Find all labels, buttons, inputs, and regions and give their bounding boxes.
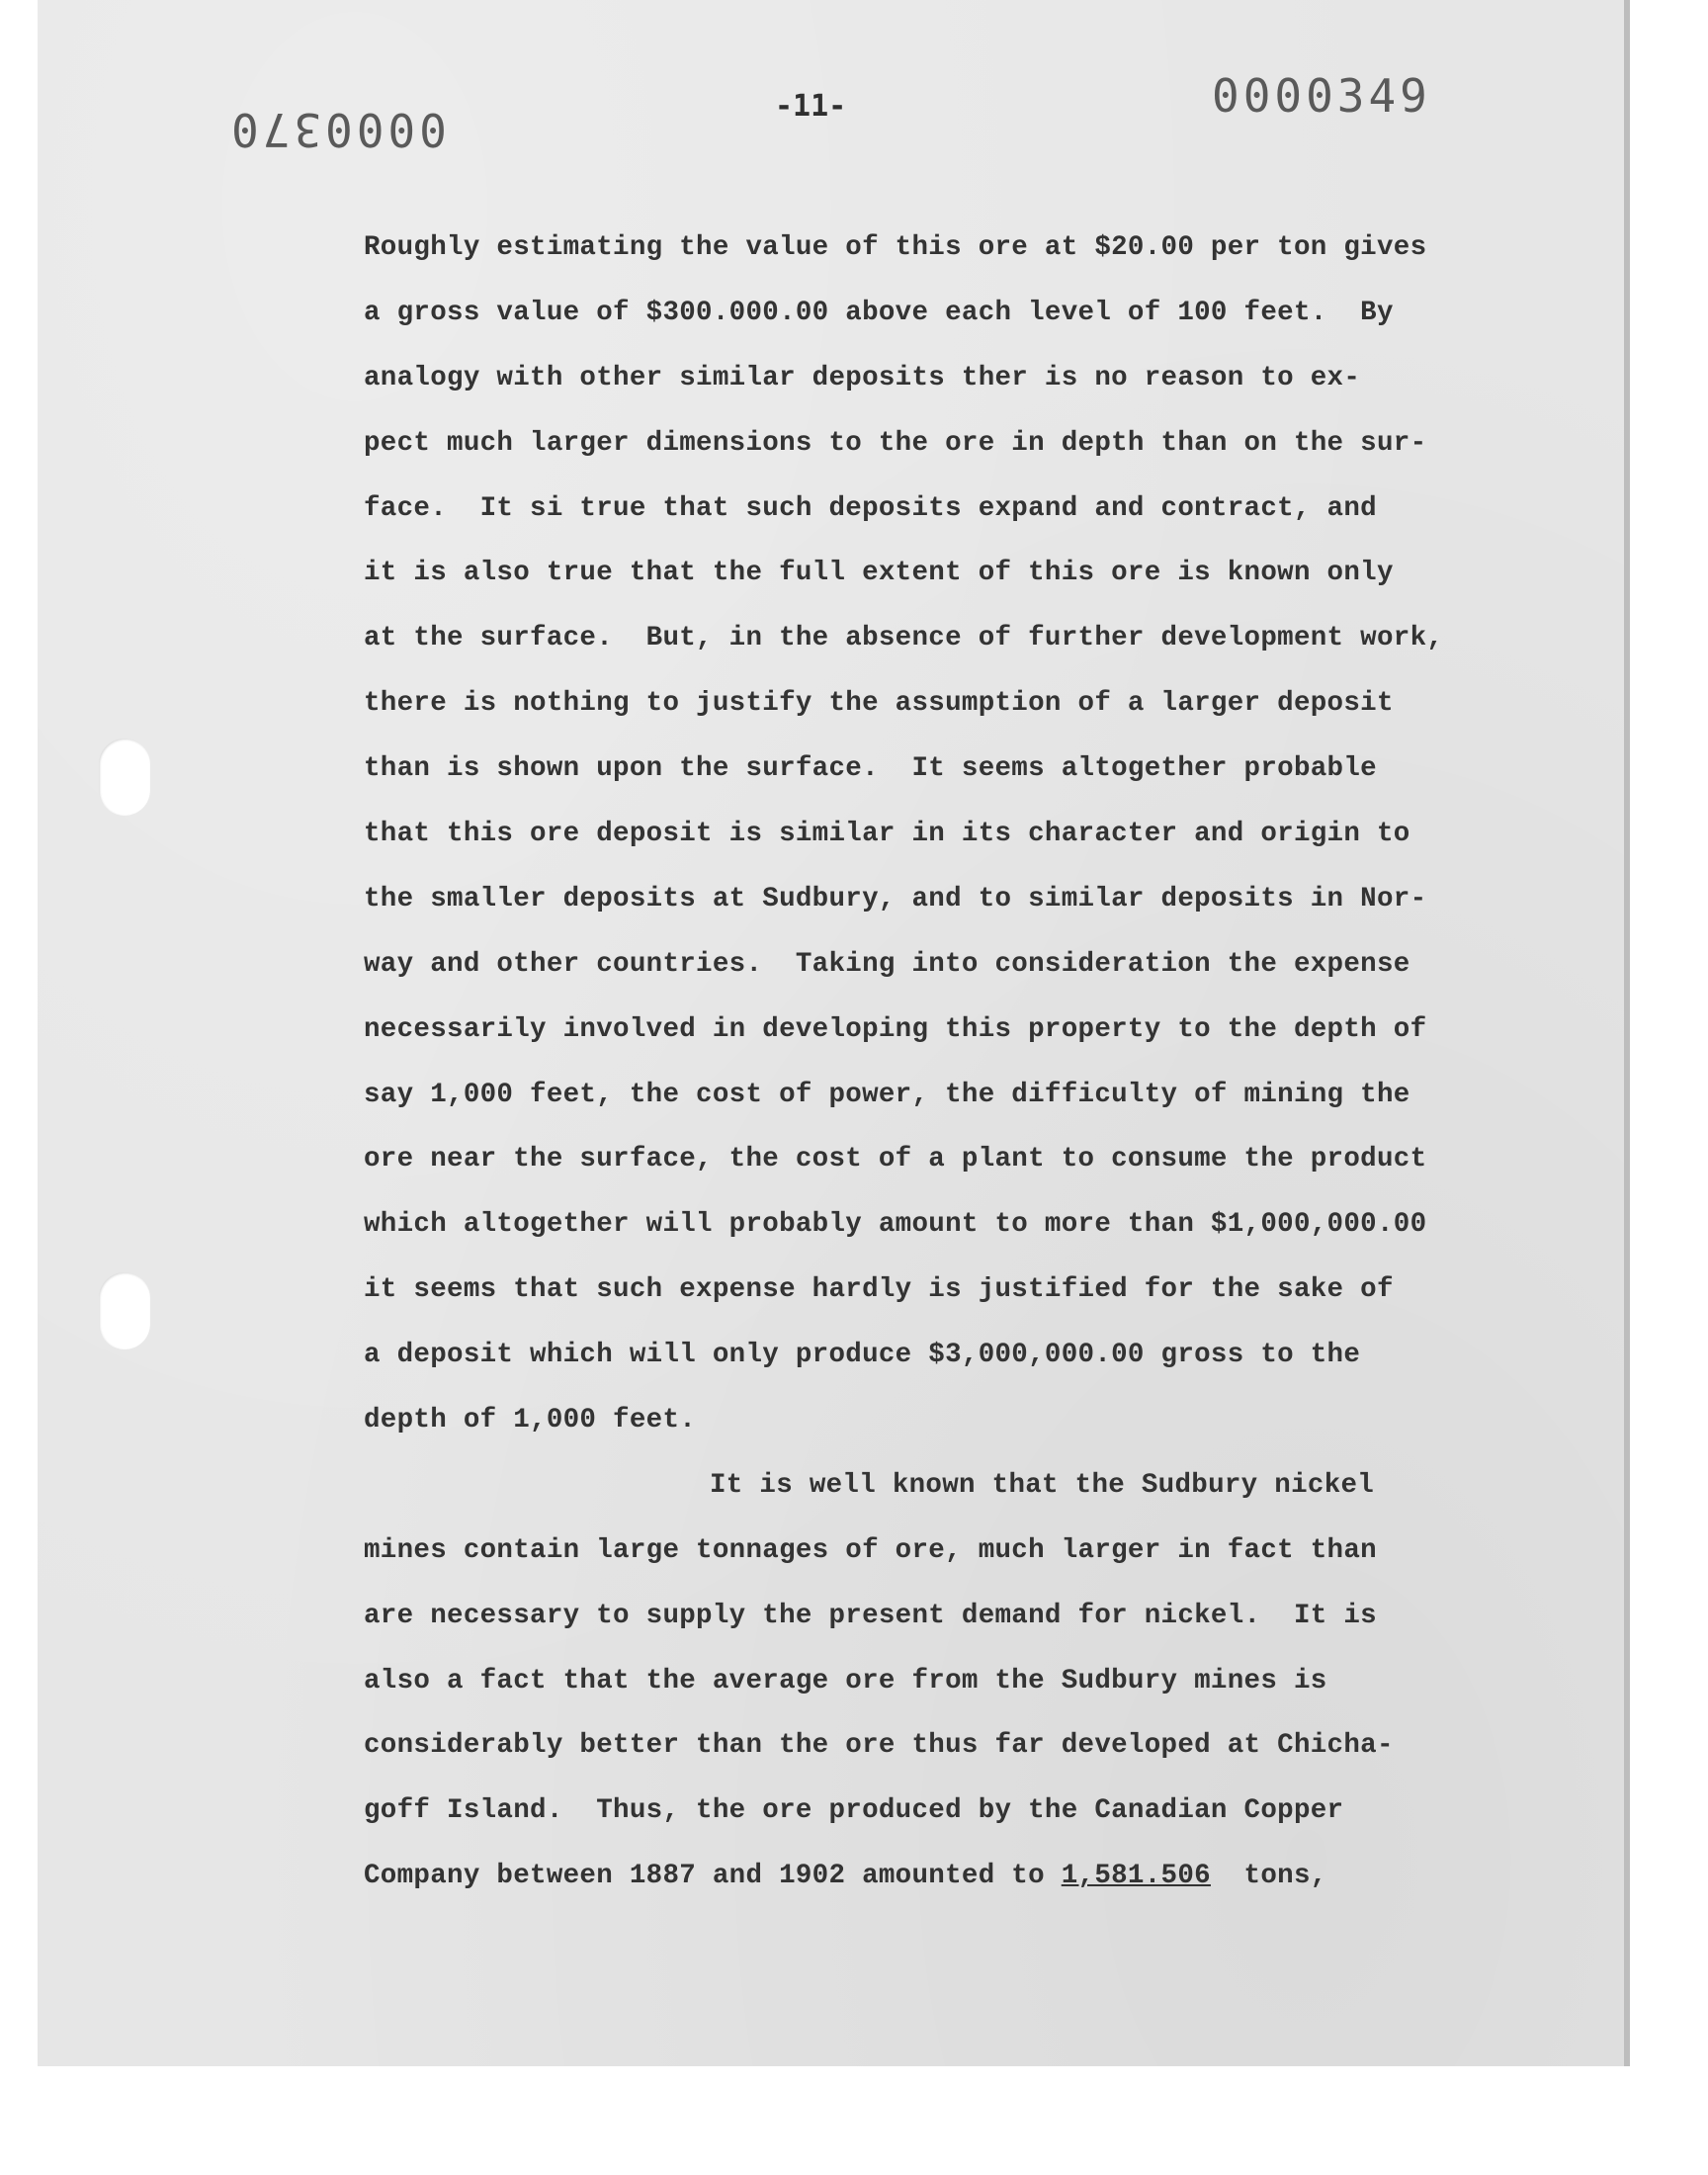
last-text-line <box>364 1844 1451 1909</box>
text-line: that this ore deposit is similar in its character and origin to <box>364 819 1410 850</box>
punch-hole-upper <box>99 739 150 816</box>
punch-hole-lower <box>99 1272 150 1349</box>
text-line: ore near the surface, the cost of a plant to consume the product <box>364 1144 1427 1175</box>
text-line: a gross value of $300.000.00 above each level of 100 feet. By <box>364 297 1394 328</box>
document-stamp-left: 0000370 <box>227 103 447 156</box>
text-line: at the surface. But, in the absence of further development work, <box>364 623 1444 654</box>
text-line: pect much larger dimensions to the ore in depth than on the sur- <box>364 427 1427 459</box>
text-line: depth of 1,000 feet. <box>364 1405 697 1436</box>
text-line: are necessary to supply the present demand for nickel. It is <box>364 1600 1377 1631</box>
text-line: a deposit which will only produce $3,000,000.00 gross to the <box>364 1340 1361 1371</box>
text-line: Roughly estimating the value of this ore at $20.00 per ton gives <box>364 232 1427 263</box>
text-line: way and other countries. Taking into consideration the expense <box>364 948 1410 980</box>
text-line: mines contain large tonnages of ore, much larger in fact than <box>364 1534 1377 1566</box>
page-edge <box>1624 0 1630 2066</box>
text-line: it seems that such expense hardly is justified for the sake of <box>364 1274 1394 1306</box>
text-line: face. It si true that such deposits expand and contract, and <box>364 492 1377 524</box>
text-line: which altogether will probably amount to more than $1,000,000.00 <box>364 1209 1427 1241</box>
text-line: analogy with other similar deposits ther is no reason to ex- <box>364 362 1361 393</box>
text-line: considerably better than the ore thus far developed at Chicha- <box>364 1730 1394 1762</box>
text-line: there is nothing to justify the assumption of a larger deposit <box>364 688 1394 720</box>
last-line-prefix: Company between 1887 and 1902 amounted to <box>364 1861 1062 1892</box>
text-line: it is also true that the full extent of this ore is known only <box>364 558 1394 589</box>
tonnage-figure: 1,581.506 <box>1061 1861 1211 1892</box>
text-line: than is shown upon the surface. It seems altogether probable <box>364 753 1377 785</box>
text-line: goff Island. Thus, the ore produced by the Canadian Copper <box>364 1795 1344 1827</box>
text-line: also a fact that the average ore from the Sudbury mines is <box>364 1665 1327 1696</box>
document-body <box>364 216 1451 1909</box>
document-stamp-right: 0000349 <box>1212 69 1431 123</box>
text-line: the smaller deposits at Sudbury, and to similar deposits in Nor- <box>364 883 1427 914</box>
paragraph-start-line: It is well known that the Sudbury nickel <box>710 1469 1375 1501</box>
text-line: say 1,000 feet, the cost of power, the difficulty of mining the <box>364 1079 1410 1110</box>
text-line: necessarily involved in developing this property to the depth of <box>364 1013 1427 1045</box>
last-line-suffix: tons, <box>1210 1861 1327 1892</box>
page-number: -11- <box>775 89 847 124</box>
